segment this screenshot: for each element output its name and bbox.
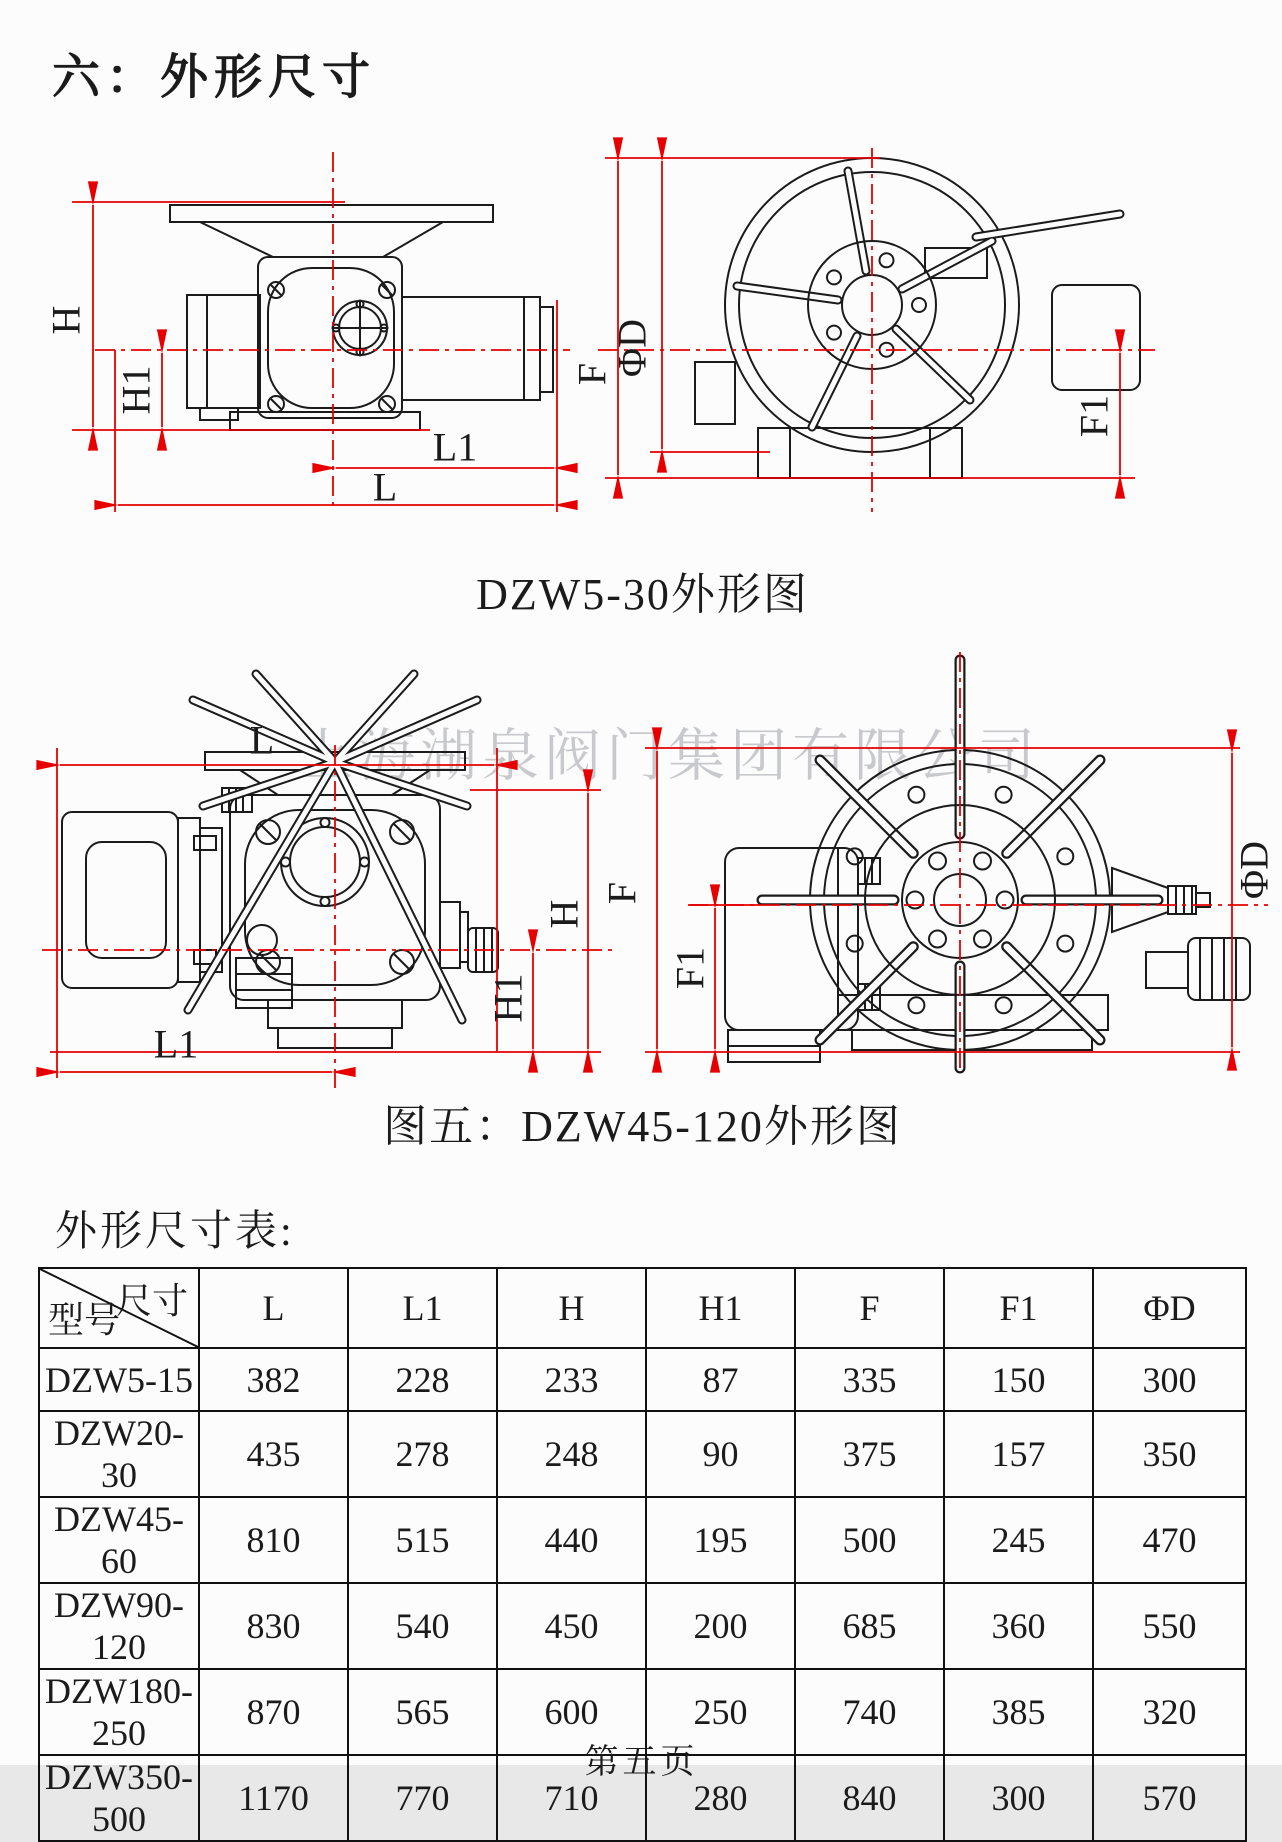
fig2-dim-label-L: L [249,717,275,763]
column-header-L1: L1 [348,1268,497,1348]
model-cell: DZW350-500 [39,1755,199,1841]
value-cell: 87 [646,1348,795,1411]
fig1-dim-label-L1: L1 [432,424,478,470]
table-header-row [39,1268,1246,1348]
value-cell: 1170 [199,1755,348,1841]
dzw45-120-side-view [62,674,498,1048]
value-cell: 90 [646,1411,795,1497]
value-cell: 515 [348,1497,497,1583]
fig1-dim-label-H1: H1 [113,365,159,415]
model-cell: DZW45-60 [39,1497,199,1583]
model-cell: DZW20-30 [39,1411,199,1497]
handwheel-spokes-front [762,660,1158,1068]
value-cell: 245 [944,1497,1093,1583]
fig1-dim-label-H: H [43,305,89,335]
value-cell: 228 [348,1348,497,1411]
fig2-dim-label-F1: F1 [667,946,713,990]
value-cell: 360 [944,1583,1093,1669]
model-cell: DZW180-250 [39,1669,199,1755]
value-cell: 600 [497,1669,646,1755]
page-title: 六：外形尺寸 [52,51,377,104]
value-cell: 157 [944,1411,1093,1497]
dzw45-120-front-view [725,660,1250,1068]
table-heading: 外形尺寸表: [55,1209,295,1255]
value-cell: 830 [199,1583,348,1669]
value-cell: 685 [795,1583,944,1669]
dzw5-30-side-view [170,205,553,430]
value-cell: 335 [795,1348,944,1411]
value-cell: 382 [199,1348,348,1411]
value-cell: 300 [1093,1348,1246,1411]
table-row [39,1348,1246,1411]
model-cell: DZW90-120 [39,1583,199,1669]
value-cell: 250 [646,1669,795,1755]
value-cell: 300 [944,1755,1093,1841]
figure2-caption: 图五：DZW45-120外形图 [383,1102,902,1151]
value-cell: 540 [348,1583,497,1669]
column-header-phiD: ΦD [1093,1268,1246,1348]
value-cell: 810 [199,1497,348,1583]
value-cell: 740 [795,1669,944,1755]
value-cell: 280 [646,1755,795,1841]
value-cell: 710 [497,1755,646,1841]
value-cell: 248 [497,1411,646,1497]
fig2-dim-label-phiD: ΦD [1231,840,1277,900]
page-footer: 第五页 [584,1744,699,1781]
value-cell: 435 [199,1411,348,1497]
column-header-H1: H1 [646,1268,795,1348]
model-cell: DZW5-15 [39,1348,199,1411]
value-cell: 500 [795,1497,944,1583]
corner-screws [268,282,395,412]
figure1-caption: DZW5-30外形图 [476,570,809,619]
value-cell: 550 [1093,1583,1246,1669]
value-cell: 450 [497,1583,646,1669]
value-cell: 385 [944,1669,1093,1755]
value-cell: 470 [1093,1497,1246,1583]
column-header-F: F [795,1268,944,1348]
value-cell: 570 [1093,1755,1246,1841]
value-cell: 195 [646,1497,795,1583]
table-corner-cell [39,1268,199,1348]
fig1-dim-label-phiD: ΦD [609,318,655,378]
watermark-text: 上海湖泉阀门集团有限公司 [296,725,1040,788]
value-cell: 770 [348,1755,497,1841]
corner-label-size: 尺寸 [115,1281,188,1321]
value-cell: 278 [348,1411,497,1497]
table-row [39,1583,1246,1669]
column-header-F1: F1 [944,1268,1093,1348]
value-cell: 565 [348,1669,497,1755]
figure2-technical-drawing [35,645,1275,1090]
fig2-dim-label-H: H [541,899,587,929]
fig1-dim-label-F1: F1 [1071,394,1117,438]
value-cell: 350 [1093,1411,1246,1497]
value-cell: 375 [795,1411,944,1497]
handwheel-spokes-side [188,674,477,1020]
table-row [39,1497,1246,1583]
fig2-dim-label-L1: L1 [153,1021,199,1067]
value-cell: 150 [944,1348,1093,1411]
value-cell: 200 [646,1583,795,1669]
handwheel-spokes [737,171,1120,427]
value-cell: 870 [199,1669,348,1755]
fig1-dim-label-F: F [569,362,615,386]
value-cell: 840 [795,1755,944,1841]
column-header-H: H [497,1268,646,1348]
corner-label-model: 型号 [48,1300,121,1340]
fig1-dim-label-L: L [372,464,398,510]
value-cell: 233 [497,1348,646,1411]
column-header-L: L [199,1268,348,1348]
fig2-dim-label-F: F [599,881,645,905]
value-cell: 320 [1093,1669,1246,1755]
table-row [39,1411,1246,1497]
fig2-dim-label-H1: H1 [485,973,531,1023]
value-cell: 440 [497,1497,646,1583]
